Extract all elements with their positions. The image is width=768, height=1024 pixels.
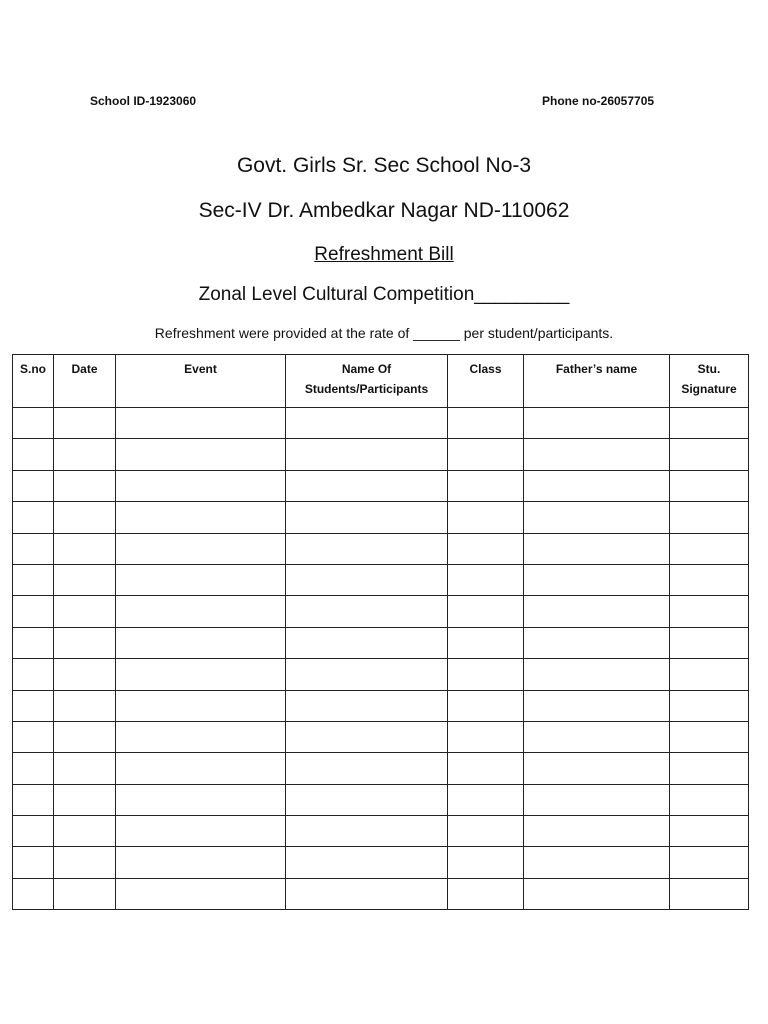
table-row bbox=[13, 533, 749, 564]
table-row bbox=[13, 439, 749, 470]
table-cell bbox=[670, 439, 749, 470]
table-cell bbox=[54, 847, 116, 878]
table-cell bbox=[448, 533, 524, 564]
table-cell bbox=[54, 439, 116, 470]
table-cell bbox=[448, 596, 524, 627]
table-cell bbox=[448, 721, 524, 752]
table-cell bbox=[286, 784, 448, 815]
table-cell bbox=[116, 439, 286, 470]
table-row bbox=[13, 878, 749, 909]
table-cell bbox=[54, 878, 116, 909]
table-cell bbox=[524, 502, 670, 533]
table-cell bbox=[286, 878, 448, 909]
table-cell bbox=[524, 753, 670, 784]
table-cell bbox=[670, 847, 749, 878]
table-cell bbox=[524, 627, 670, 658]
table-cell bbox=[524, 690, 670, 721]
table-cell bbox=[116, 659, 286, 690]
table-cell bbox=[13, 659, 54, 690]
table-cell bbox=[670, 564, 749, 595]
table-cell bbox=[286, 533, 448, 564]
table-cell bbox=[116, 596, 286, 627]
table-cell bbox=[670, 533, 749, 564]
table-cell bbox=[54, 816, 116, 847]
table-cell bbox=[116, 878, 286, 909]
table-cell bbox=[286, 439, 448, 470]
table-row bbox=[13, 659, 749, 690]
table-cell bbox=[524, 784, 670, 815]
table-cell bbox=[116, 627, 286, 658]
column-header-event: Event bbox=[116, 355, 286, 408]
table-cell bbox=[448, 659, 524, 690]
table-cell bbox=[448, 502, 524, 533]
table-row bbox=[13, 753, 749, 784]
table-row bbox=[13, 408, 749, 439]
table-cell bbox=[286, 847, 448, 878]
column-header-sno: S.no bbox=[13, 355, 54, 408]
table-cell bbox=[524, 816, 670, 847]
table-cell bbox=[670, 690, 749, 721]
table-row bbox=[13, 596, 749, 627]
table-row bbox=[13, 816, 749, 847]
table-cell bbox=[286, 502, 448, 533]
table-cell bbox=[670, 470, 749, 501]
table-cell bbox=[13, 847, 54, 878]
table-row bbox=[13, 847, 749, 878]
table-cell bbox=[448, 847, 524, 878]
table-cell bbox=[448, 753, 524, 784]
table-cell bbox=[13, 627, 54, 658]
table-cell bbox=[448, 408, 524, 439]
refreshment-table bbox=[12, 354, 749, 910]
table-cell bbox=[13, 753, 54, 784]
table-cell bbox=[524, 470, 670, 501]
table-cell bbox=[54, 408, 116, 439]
table-cell bbox=[116, 470, 286, 501]
table-cell bbox=[13, 439, 54, 470]
column-header-signature: Stu. Signature bbox=[670, 355, 749, 408]
table-cell bbox=[13, 596, 54, 627]
table-cell bbox=[116, 721, 286, 752]
table-row bbox=[13, 627, 749, 658]
table-cell bbox=[670, 502, 749, 533]
table-cell bbox=[286, 816, 448, 847]
table-cell bbox=[670, 784, 749, 815]
table-cell bbox=[670, 596, 749, 627]
table-cell bbox=[286, 753, 448, 784]
table-cell bbox=[448, 439, 524, 470]
table-cell bbox=[448, 878, 524, 909]
table-row bbox=[13, 470, 749, 501]
table-cell bbox=[670, 627, 749, 658]
table-cell bbox=[670, 816, 749, 847]
table-cell bbox=[670, 659, 749, 690]
table-cell bbox=[13, 878, 54, 909]
table-row bbox=[13, 502, 749, 533]
table-cell bbox=[54, 533, 116, 564]
table-cell bbox=[116, 753, 286, 784]
table-cell bbox=[54, 564, 116, 595]
rate-note: Refreshment were provided at the rate of ______ per student/participants. bbox=[154, 325, 614, 341]
table-cell bbox=[54, 784, 116, 815]
table-cell bbox=[54, 470, 116, 501]
table-cell bbox=[524, 564, 670, 595]
table-cell bbox=[524, 596, 670, 627]
table-cell bbox=[54, 596, 116, 627]
table-cell bbox=[286, 627, 448, 658]
table-cell bbox=[286, 690, 448, 721]
table-cell bbox=[116, 816, 286, 847]
table-cell bbox=[116, 690, 286, 721]
table-cell bbox=[286, 596, 448, 627]
table-cell bbox=[116, 502, 286, 533]
table-row bbox=[13, 784, 749, 815]
table-cell bbox=[13, 502, 54, 533]
table-cell bbox=[54, 721, 116, 752]
table-cell bbox=[286, 659, 448, 690]
table-cell bbox=[286, 564, 448, 595]
table-cell bbox=[448, 564, 524, 595]
table-cell bbox=[54, 659, 116, 690]
table-cell bbox=[13, 470, 54, 501]
table-cell bbox=[670, 753, 749, 784]
competition-title: Zonal Level Cultural Competition_________ bbox=[198, 284, 570, 305]
column-header-date: Date bbox=[54, 355, 116, 408]
phone-number: Phone no-26057705 bbox=[542, 94, 655, 108]
table-cell bbox=[13, 721, 54, 752]
table-cell bbox=[54, 690, 116, 721]
table-cell bbox=[54, 753, 116, 784]
bill-title bbox=[0, 244, 768, 266]
table-cell bbox=[524, 847, 670, 878]
table-header-row bbox=[13, 355, 749, 408]
table-cell bbox=[13, 533, 54, 564]
table-cell bbox=[448, 627, 524, 658]
table-cell bbox=[524, 721, 670, 752]
table-cell bbox=[286, 470, 448, 501]
table-cell bbox=[116, 847, 286, 878]
table-cell bbox=[13, 690, 54, 721]
table-cell bbox=[524, 408, 670, 439]
table-cell bbox=[54, 502, 116, 533]
table-cell bbox=[448, 690, 524, 721]
school-id: School ID-1923060 bbox=[90, 94, 197, 108]
table-row bbox=[13, 564, 749, 595]
table-cell bbox=[54, 627, 116, 658]
table-cell bbox=[13, 408, 54, 439]
table-cell bbox=[448, 784, 524, 815]
table-cell bbox=[448, 816, 524, 847]
table-cell bbox=[448, 470, 524, 501]
school-name: Govt. Girls Sr. Sec School No-3 bbox=[236, 154, 532, 177]
table-cell bbox=[13, 816, 54, 847]
table-row bbox=[13, 721, 749, 752]
table-cell bbox=[116, 784, 286, 815]
table-cell bbox=[670, 878, 749, 909]
table-cell bbox=[116, 408, 286, 439]
table-cell bbox=[670, 408, 749, 439]
column-header-father-name: Father’s name bbox=[524, 355, 670, 408]
column-header-name: Name Of Students/Participants bbox=[286, 355, 448, 408]
table-cell bbox=[13, 784, 54, 815]
table-body bbox=[13, 408, 749, 910]
bill-title-text: Refreshment Bill bbox=[314, 244, 454, 265]
table-cell bbox=[524, 659, 670, 690]
table-cell bbox=[116, 564, 286, 595]
table-cell bbox=[286, 721, 448, 752]
table-cell bbox=[13, 564, 54, 595]
table-cell bbox=[524, 533, 670, 564]
table-cell bbox=[116, 533, 286, 564]
table-cell bbox=[286, 408, 448, 439]
table-cell bbox=[524, 878, 670, 909]
table-row bbox=[13, 690, 749, 721]
column-header-class: Class bbox=[448, 355, 524, 408]
school-address: Sec-IV Dr. Ambedkar Nagar ND-110062 bbox=[198, 199, 570, 222]
table-cell bbox=[670, 721, 749, 752]
table-cell bbox=[524, 439, 670, 470]
